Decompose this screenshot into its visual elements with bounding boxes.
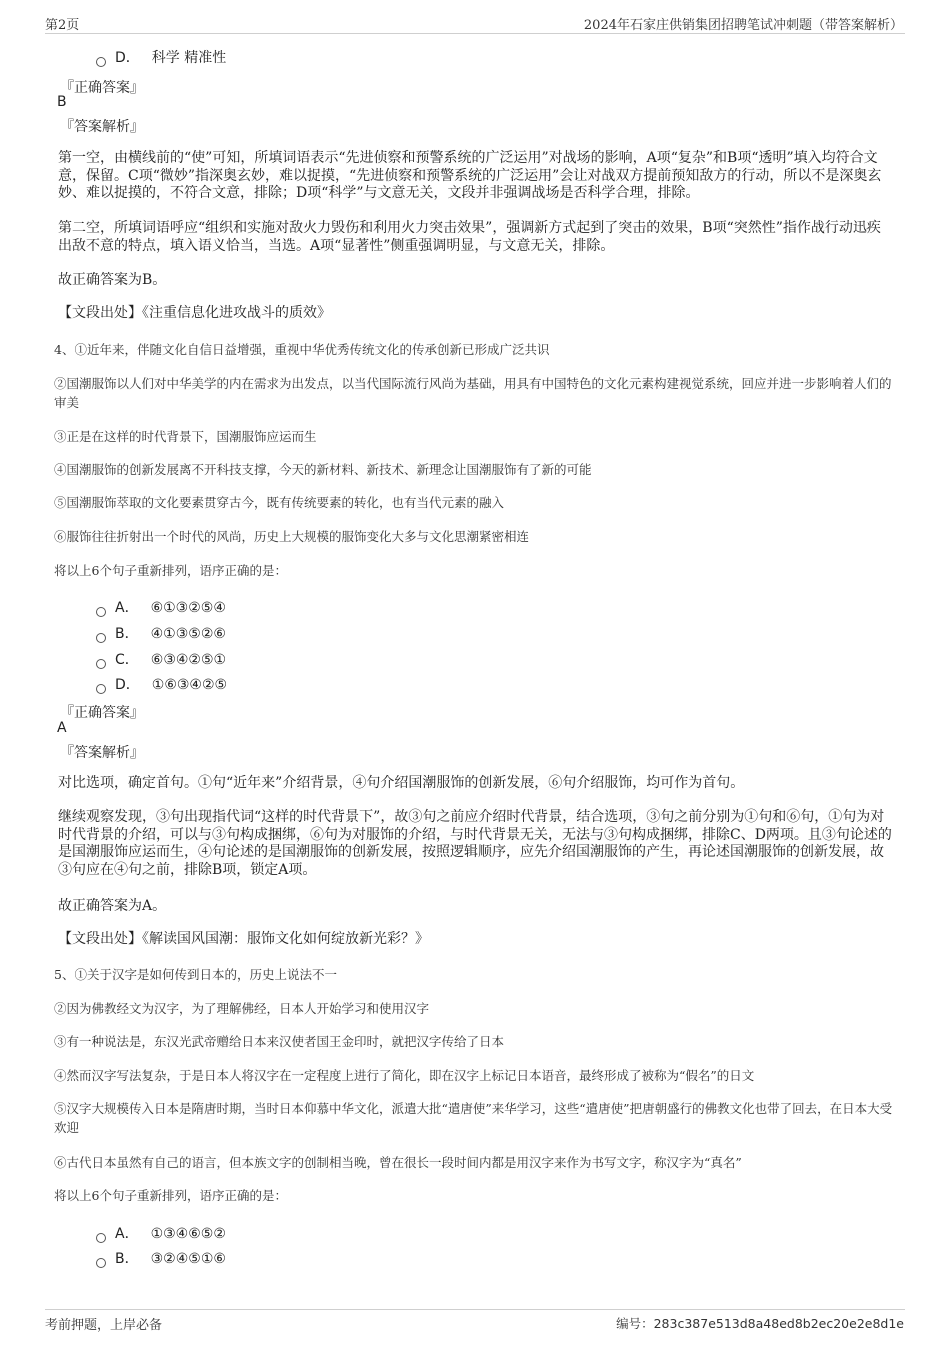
answer-label: 『正确答案』 (60, 80, 144, 96)
footer-divider (45, 1309, 905, 1310)
correct-answer: A (57, 720, 67, 736)
analysis-paragraph: 第一空，由横线前的“使”可知，所填词语表示“先进侦察和预警系统的广泛运用”对战场的影响，A项“复杂”和B项“透明”填入均符合文意，保留。C项“微妙”指深奥玄妙，难以捉摸，“先进侦察和预警系统的广泛运用”会让对战双方提前预知敌方的行动，所以不是深奥玄妙、难以捉摸的，不符合文意，排除；D项“科学”与文意无关，文段并非强调战场是否科学合理，排除。 (58, 150, 882, 201)
radio-icon[interactable] (96, 633, 106, 643)
analysis-paragraph: 故正确答案为A。 (58, 898, 167, 914)
question-sentence: ②因为佛教经文为汉字，为了理解佛经，日本人开始学习和使用汉字 (54, 1001, 430, 1016)
analysis-paragraph: 继续观察发现，③句出现指代词“这样的时代背景下”，故③句之前应介绍时代背景，结合选项，③句之前分别为①句和⑥句，①句为对时代背景的介绍，可以与③句构成捆绑，⑥句为对服饰的介绍，与时代背景无关，无法与③句构成捆绑，排除C、D两项。且③句论述的是国潮服饰应运而生，④句论述的是国潮服饰的创新发展，按照逻辑顺序，应先介绍国潮服饰的产生，再论述国潮服饰的创新发展，故③句应在④句之前，排除B项，锁定A项。 (58, 809, 892, 878)
analysis-paragraph: 故正确答案为B。 (58, 272, 167, 288)
question-sentence: ③正是在这样的时代背景下，国潮服饰应运而生 (54, 429, 317, 444)
question-stem: 5、①关于汉字是如何传到日本的，历史上说法不一 (54, 967, 337, 982)
question-prompt: 将以上6个句子重新排列，语序正确的是： (54, 1188, 287, 1203)
q5-option-a[interactable]: A． ①③④⑥⑤② (96, 1223, 226, 1243)
question-sentence: ⑤汉字大规模传入日本是隋唐时期，当时日本仰慕中华文化，派遣大批“遣唐使”来华学习，这些“遣唐使”把唐朝盛行的佛教文化也带了回去，在日本大受欢迎 (54, 1101, 893, 1135)
radio-icon[interactable] (96, 684, 106, 694)
document-title: 2024年石家庄供销集团招聘笔试冲刺题（带答案解析） (583, 18, 903, 33)
q4-option-c[interactable]: C． ⑥③④②⑤① (96, 649, 226, 669)
footer-slogan: 考前押题，上岸必备 (45, 1318, 163, 1333)
question-sentence: ②国潮服饰以人们对中华美学的内在需求为出发点，以当代国际流行风尚为基础，用具有中国特色的文化元素构建视觉系统，回应并进一步影响着人们的审美 (54, 376, 892, 410)
question-sentence: ③有一种说法是，东汉光武帝赠给日本来汉使者国王金印时，就把汉字传给了日本 (54, 1034, 505, 1049)
question-sentence: ④国潮服饰的创新发展离不开科技支撑，今天的新材料、新技术、新理念让国潮服饰有了新的可能 (54, 462, 592, 477)
analysis-paragraph: 第二空，所填词语呼应“组织和实施对敌火力毁伤和利用火力突击效果”，强调新方式起到了突击的效果，B项“突然性”指作战行动迅疾出敌不意的特点，填入语义恰当，当选。A项“显著性”侧重强调明显，与文意无关，排除。 (58, 220, 881, 254)
q4-option-a[interactable]: A． ⑥①③②⑤④ (96, 597, 226, 617)
radio-icon[interactable] (96, 1233, 106, 1243)
question-prompt: 将以上6个句子重新排列，语序正确的是： (54, 563, 287, 578)
source-citation: 【文段出处】《注重信息化进攻战斗的质效》 (58, 305, 331, 321)
q4-option-b[interactable]: B． ④①③⑤②⑥ (96, 623, 226, 643)
analysis-label: 『答案解析』 (60, 119, 144, 135)
page-number: 第2页 (45, 18, 80, 33)
analysis-label: 『答案解析』 (60, 745, 144, 761)
question-sentence: ⑥古代日本虽然有自己的语言，但本族文字的创制相当晚，曾在很长一段时间内都是用汉字来作为书写文字，称汉字为“真名” (54, 1155, 742, 1170)
q5-option-b[interactable]: B． ③②④⑤①⑥ (96, 1248, 226, 1268)
q3-option-d[interactable]: D． 科学 精准性 (96, 47, 226, 67)
document-code: 编号：283c387e513d8a48ed8b2ec20e2e8d1e (616, 1316, 904, 1331)
question-sentence: ⑥服饰往往折射出一个时代的风尚，历史上大规模的服饰变化大多与文化思潮紧密相连 (54, 529, 530, 544)
radio-icon[interactable] (96, 1258, 106, 1268)
radio-icon[interactable] (96, 57, 106, 67)
radio-icon[interactable] (96, 659, 106, 669)
analysis-paragraph: 对比选项，确定首句。①句“近年来”介绍背景，④句介绍国潮服饰的创新发展，⑥句介绍服饰，均可作为首句。 (58, 775, 745, 791)
question-sentence: ④然而汉字写法复杂，于是日本人将汉字在一定程度上进行了简化，即在汉字上标记日本语音，最终形成了被称为“假名”的日文 (54, 1068, 755, 1083)
question-sentence: ⑤国潮服饰萃取的文化要素贯穿古今，既有传统要素的转化，也有当代元素的融入 (54, 495, 505, 510)
q4-option-d[interactable]: D． ①⑥③④②⑤ (96, 674, 227, 694)
radio-icon[interactable] (96, 607, 106, 617)
answer-label: 『正确答案』 (60, 705, 144, 721)
source-citation: 【文段出处】《解读国风国潮：服饰文化如何绽放新光彩？》 (58, 931, 429, 947)
header-divider (45, 33, 905, 34)
question-stem: 4、①近年来，伴随文化自信日益增强，重视中华优秀传统文化的传承创新已形成广泛共识 (54, 342, 550, 357)
correct-answer: B (57, 94, 67, 110)
